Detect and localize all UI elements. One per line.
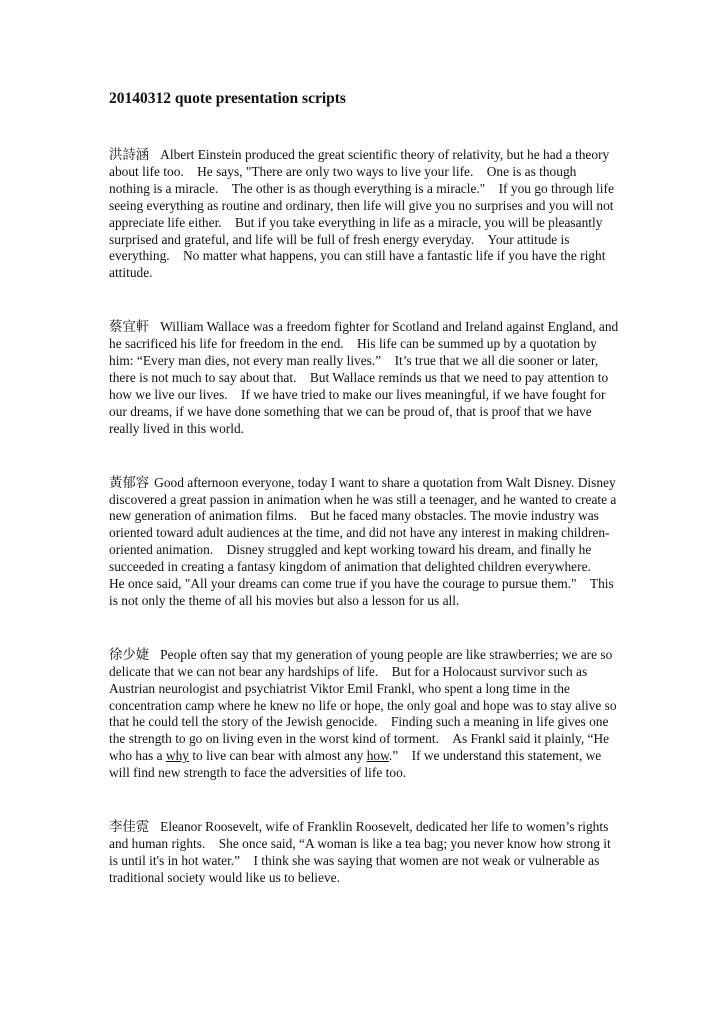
speaker-name: 黃郁容	[109, 474, 150, 490]
paragraph-einstein	[109, 147, 619, 282]
paragraph-frankl	[109, 647, 619, 782]
document-page	[109, 88, 619, 887]
paragraph-text: Albert Einstein produced the great scientific theory of relativity, but he had a theory about life too. He says, "There are only two ways to live your life. One is as though nothing is a miracle. The other is as though everything is a miracle." If you go through life seeing everything as routine and ordinary, then life will give you no surprises and you will not appreciate life either. But if you take everything in life as a miracle, you will be pleasantly surprised and grateful, and life will be full of fresh energy everyday. Your attitude is everything. No matter what happens, you can still have a fantastic life if you have the right attitude.	[109, 147, 614, 281]
speaker-name: 李佳霓	[109, 819, 150, 835]
speaker-name: 洪詩涵	[109, 147, 150, 162]
underlined-word-why: why	[165, 748, 189, 764]
paragraph-text: People often say that my generation of young people are like strawberries; we are so delicate that we can not bear any hardships of life. But for a Holocaust survivor such as Austrian neurologist and psychiatrist Viktor Emil Frankl, who spent a long time in the concentration camp where he knew no life or hope, the only goal and hope was to stay alive so that he could tell the story of the Jewish genocide. Finding such a meaning in life gives one the strength to go on living even in the worst kind of torment. As Frankl said it plainly, “He who has a	[109, 646, 617, 764]
paragraph-disney	[109, 475, 619, 610]
paragraph-text: William Wallace was a freedom fighter for Scotland and Ireland against England, and he sacrificed his life for freedom in the end. His life can be summed up by a quotation by him: “Every man dies, not every man really lives.” It’s true that we all die sooner or later, there is not much to say about that. But Wallace reminds us that we need to pay attention to how we live our lives. If we have tried to make our lives meaningful, if we have fought for our dreams, if we have done something that we can be proud of, that is proof that we have really lived in this world.	[109, 319, 619, 436]
paragraph-roosevelt	[109, 819, 619, 887]
speaker-name: 徐少婕	[109, 646, 150, 662]
paragraph-wallace	[109, 319, 619, 437]
speaker-name: 蔡宜軒	[109, 319, 150, 335]
underlined-word-how: how	[366, 748, 389, 764]
paragraph-text: Good afternoon everyone, today I want to share a quotation from Walt Disney. Disney discovered a great passion in animation when he was still a teenager, and he wanted to create a new generation of animation films. But he faced many obstacles. The movie industry was oriented toward adult audiences at the time, and did not have any interest in making children-oriented animation. Disney struggled and kept working toward his dream, and finally he succeeded in creating a fantasy kingdom of animation that delighted children everywhere. He once said, "All your dreams can come true if you have the courage to pursue them." This is not only the theme of all his movies but also a lesson for us all.	[109, 474, 617, 608]
paragraph-text: to live can bear with almost any	[188, 748, 367, 764]
paragraph-text: Eleanor Roosevelt, wife of Franklin Roosevelt, dedicated her life to women’s rights and human rights. She once said, “A woman is like a tea bag; you never know how strong it is until it's in hot water.” I think she was saying that women are not weak or vulnerable as traditional society would like us to believe.	[109, 819, 611, 885]
paragraph-text: .” If we understand this statement, we will find new strength to face the adversities of life too.	[109, 748, 602, 781]
document-title: 20140312 quote presentation scripts	[109, 90, 346, 107]
